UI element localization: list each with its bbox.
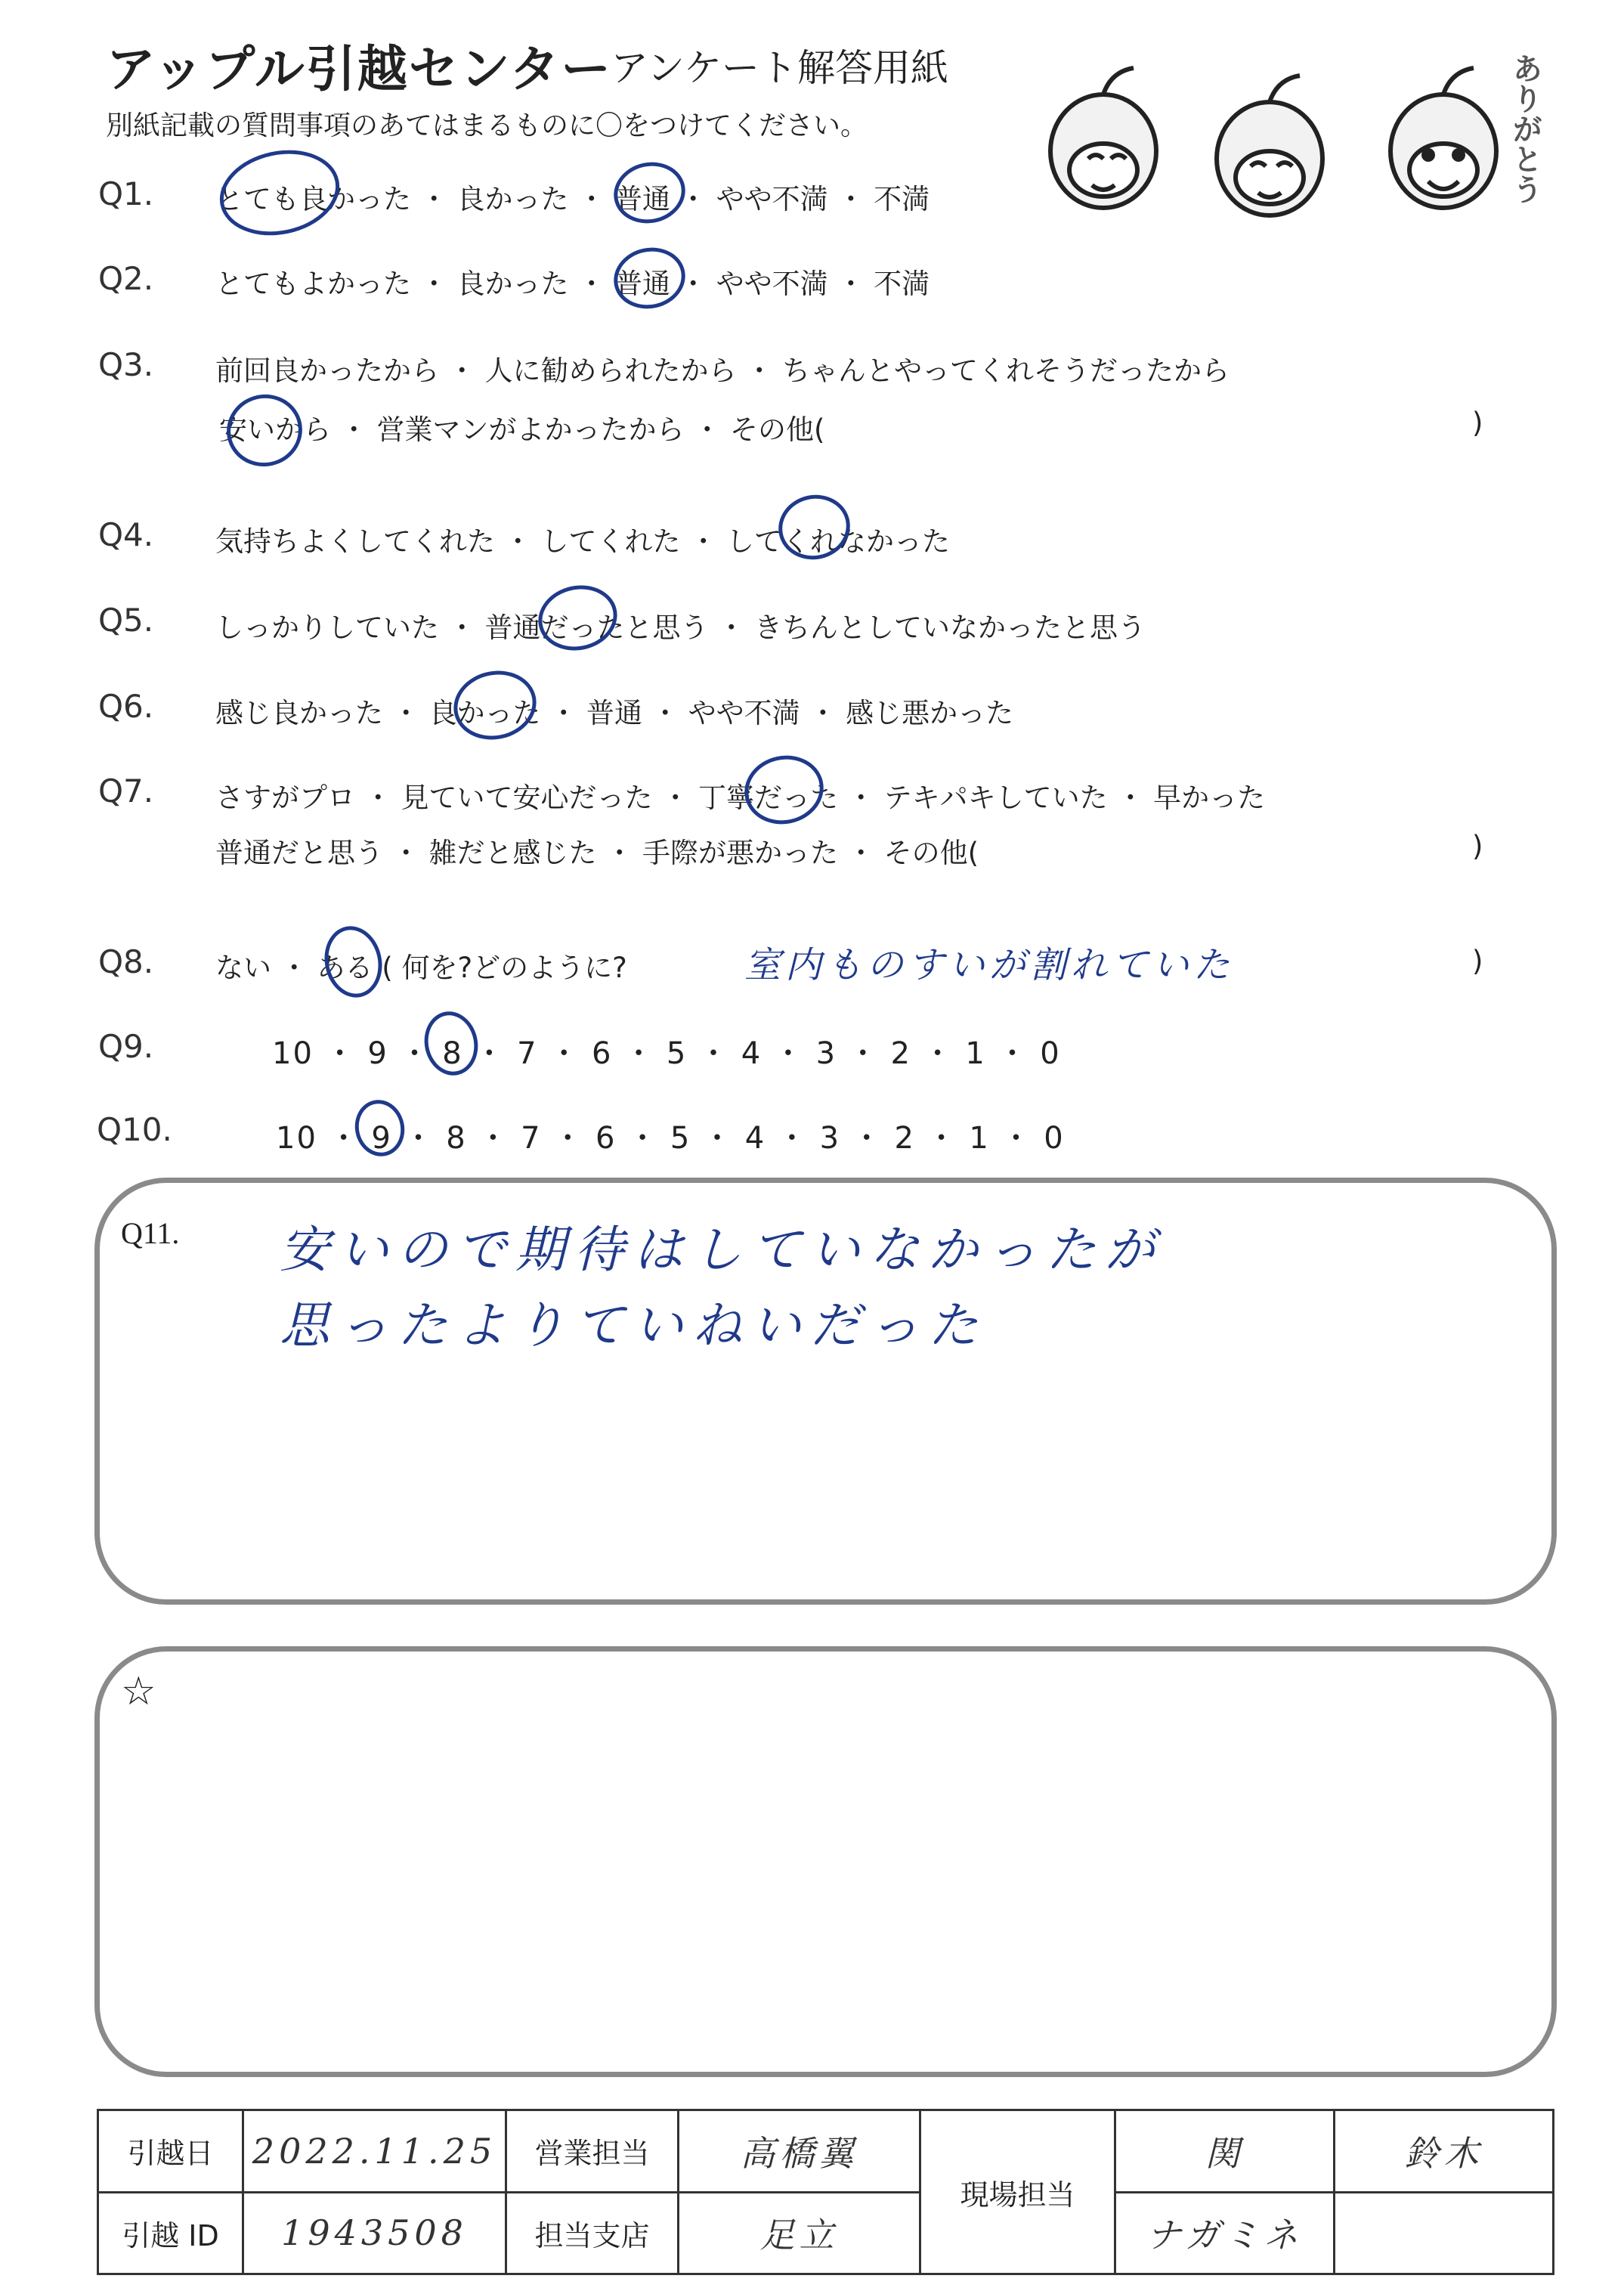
q6-label: Q6. [98,688,154,725]
site-staff-value-2: 鈴木 [1335,2110,1554,2193]
sales-staff-label: 営業担当 [506,2110,679,2193]
q3-options-line1: 前回良かったから ・ 人に勧められたから ・ ちゃんとやってくれそうだったから [215,354,1230,387]
branch-value: 足立 [679,2192,920,2274]
q8-close-paren: ) [1472,945,1483,977]
move-id-value: 1943508 [243,2192,506,2274]
move-date-value: 2022.11.25 [243,2110,506,2193]
move-id-label: 引越 ID [98,2192,243,2274]
star-label: ☆ [121,1670,156,1714]
q1-options: とても良かった ・ 良かった ・ 普通 ・ やや不満 ・ 不満 [215,183,930,215]
q4-options: 気持ちよくしてくれた ・ してくれた ・ してくれなかった [215,525,951,558]
star-comment-box [94,1646,1557,2077]
form-title: アップル引越センター [106,40,613,98]
q11-answer-line1: 安いので期待はしていなかったが [280,1221,1164,1279]
q3-label: Q3. [98,346,154,383]
q8-handwritten-answer: 室内ものすいが割れていた [744,944,1235,986]
answer-circle [608,241,691,315]
q8-options: ない ・ ある ( 何を?どのように? [215,952,627,984]
q9-scale: 10 ・ 9 ・ 8 ・ 7 ・ 6 ・ 5 ・ 4 ・ 3 ・ 2 ・ 1 ・ 0 [272,1036,1061,1071]
q3-options-line2: 安いから ・ 営業マンがよかったから ・ その他( [219,413,825,446]
site-staff-value-1: 関 [1115,2110,1335,2193]
answer-circle [212,140,347,246]
q6-options: 感じ良かった ・ 良かった ・ 普通 ・ やや不満 ・ 感じ悪かった [215,697,1014,729]
form-subtitle: アンケート解答用紙 [611,46,948,90]
site-staff-label: 現場担当 [920,2110,1115,2274]
q5-label: Q5. [98,602,154,639]
site-staff-empty-cell [1335,2192,1554,2274]
answer-circle [447,664,543,748]
q1-label: Q1. [98,175,154,212]
q11-answer-line2: 思ったよりていねいだった [280,1296,987,1354]
footer-table [97,2109,1554,2275]
q8-label: Q8. [98,943,154,980]
q7-options-line1: さすがプロ ・ 見ていて安心だった ・ 丁寧だった ・ テキパキしていた ・ 早かった [215,782,1266,814]
answer-circle [738,748,830,831]
q4-label: Q4. [98,516,154,553]
sales-staff-value: 高橋翼 [679,2110,920,2193]
answer-circle [532,578,623,658]
q10-label: Q10. [97,1111,172,1148]
q7-close-paren: ) [1472,830,1483,862]
q7-options-line2: 普通だと思う ・ 雑だと感じた ・ 手際が悪かった ・ その他( [215,837,979,869]
q9-label: Q9. [98,1028,154,1065]
q10-scale: 10 ・ 9 ・ 8 ・ 7 ・ 6 ・ 5 ・ 4 ・ 3 ・ 2 ・ 1 ・ 0 [276,1121,1065,1156]
q3-close-paren: ) [1472,407,1483,439]
q11-label: Q11. [121,1216,180,1250]
move-date-label: 引越日 [98,2110,243,2193]
answer-circle [608,156,691,230]
site-staff-value-3: ナガミネ [1115,2192,1335,2274]
q7-label: Q7. [98,772,154,810]
thanks-text: ありがとう [1508,53,1542,204]
branch-label: 担当支店 [506,2192,679,2274]
answer-circle [318,921,388,1003]
instruction-text: 別紙記載の質問事項のあてはまるものに〇をつけてください。 [106,110,868,141]
q2-label: Q2. [98,260,154,297]
q5-options: しっかりしていた ・ 普通だったと思う ・ きちんとしていなかったと思う [215,611,1146,644]
monkey-mascot-icon [1020,45,1549,242]
answer-circle [220,388,309,474]
q2-options: とてもよかった ・ 良かった ・ 普通 ・ やや不満 ・ 不満 [215,268,930,300]
